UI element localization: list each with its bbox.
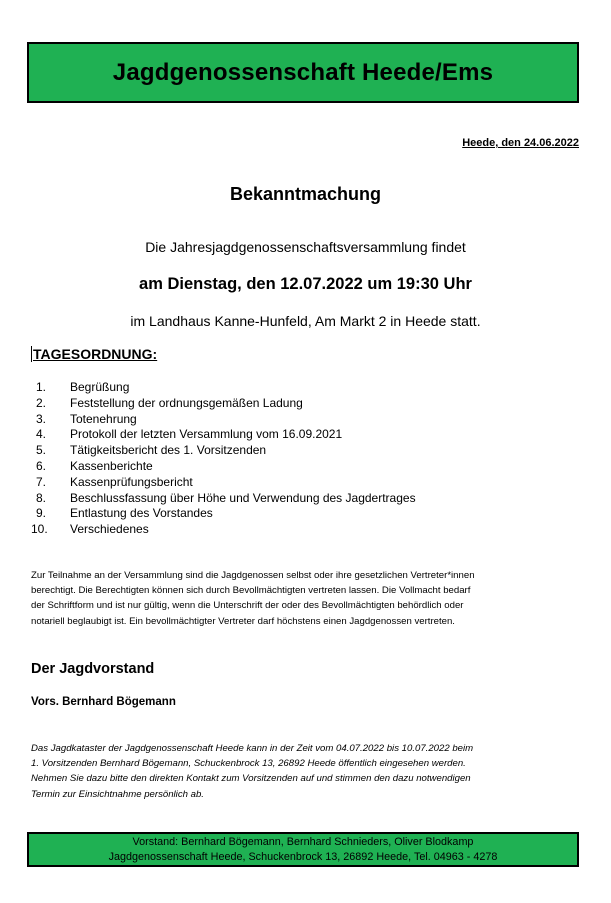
list-item [31, 427, 416, 443]
list-item [31, 380, 416, 396]
agenda-item-text: Kassenberichte [70, 458, 153, 473]
list-item [31, 443, 416, 459]
board-title: Der Jagdvorstand [31, 661, 155, 677]
participation-notice [31, 568, 553, 629]
notice-line: notariell beglaubigt ist. Ein bevollmächtigter Vertreter darf höchstens einen Jagdgenossen vertreten. [31, 615, 455, 627]
agenda-title: TAGESORDNUNG: [33, 346, 158, 362]
list-item [31, 396, 416, 412]
cadastre-line: Das Jagdkataster der Jagdgenossenschaft Heede kann in der Zeit vom 04.07.2022 bis 10.07.2022 beim [31, 743, 474, 754]
agenda-item-number: 2. [35, 395, 46, 410]
agenda-item-number: 6. [35, 458, 46, 473]
chairman-name: Vors. Bernhard Bögemann [31, 696, 176, 708]
agenda-item-text: Kassenprüfungsbericht [70, 474, 193, 489]
agenda-item-number: 3. [35, 411, 46, 426]
agenda-item-text: Totenehrung [70, 411, 137, 426]
cadastre-line: Termin zur Einsichtnahme persönlich ab. [31, 788, 204, 800]
agenda-list [31, 380, 416, 538]
list-item [31, 491, 416, 507]
agenda-item-text: Beschlussfassung über Höhe und Verwendung des Jagdertrages [70, 490, 416, 505]
agenda-item-number: 4. [35, 427, 46, 442]
agenda-item-number: 8. [35, 490, 46, 505]
agenda-item-number: 1. [35, 380, 46, 394]
list-item [31, 506, 416, 522]
list-item [31, 459, 416, 475]
list-item [31, 412, 416, 428]
cadastre-notice [31, 741, 561, 802]
agenda-item-text: Entlastung des Vorstandes [70, 506, 213, 521]
agenda-item-number: 7. [35, 474, 46, 489]
agenda-item-number: 9. [35, 506, 46, 521]
agenda-item-text: Feststellung der ordnungsgemäßen Ladung [70, 395, 303, 410]
page-title: Jagdgenossenschaft Heede/Ems [112, 58, 494, 86]
header-banner [27, 42, 579, 103]
date-line: Heede, den 24.06.2022 [462, 137, 579, 149]
agenda-item-number: 10. [31, 522, 48, 537]
meeting-location: im Landhaus Kanne-Hunfeld, Am Markt 2 in Heede statt. [130, 313, 481, 329]
agenda-item-text: Protokoll der letzten Versammlung vom 16.09.2021 [70, 427, 343, 442]
notice-line: Zur Teilnahme an der Versammlung sind die Jagdgenossen selbst oder ihre gesetzlichen Vertreter*innen [31, 570, 475, 581]
agenda-item-number: 5. [35, 443, 46, 458]
footer-board-members: Vorstand: Bernhard Bögemann, Bernhard Schnieders, Oliver Blodkamp [132, 836, 474, 848]
announcement-heading: Bekanntmachung [229, 184, 382, 204]
notice-line: der Schriftform und ist nur gültig, wenn die Unterschrift der oder des Bevollmächtigten behördlich oder [31, 600, 464, 612]
agenda-item-text: Tätigkeitsbericht des 1. Vorsitzenden [70, 443, 267, 458]
agenda-item-text: Verschiedenes [70, 522, 149, 537]
intro-text: Die Jahresjagdgenossenschaftsversammlung findet [145, 239, 466, 255]
cadastre-line: 1. Vorsitzenden Bernhard Bögemann, Schuckenbrock 13, 26892 Heede öffentlich eingesehen werden. [31, 758, 466, 770]
meeting-datetime: am Dienstag, den 12.07.2022 um 19:30 Uhr [139, 275, 472, 293]
list-item [31, 522, 416, 538]
list-item [31, 475, 416, 491]
cadastre-line: Nehmen Sie dazu bitte den direkten Kontakt zum Vorsitzenden auf und stimmen den dazu notwendigen [31, 773, 471, 785]
notice-line: berechtigt. Die Berechtigten können sich durch Bevollmächtigten vertreten lassen. Die Vollmacht bedarf [31, 585, 471, 597]
agenda-item-text: Begrüßung [70, 380, 130, 394]
footer-banner [27, 832, 579, 867]
footer-address: Jagdgenossenschaft Heede, Schuckenbrock 13, 26892 Heede, Tel. 04963 - 4278 [108, 851, 498, 863]
